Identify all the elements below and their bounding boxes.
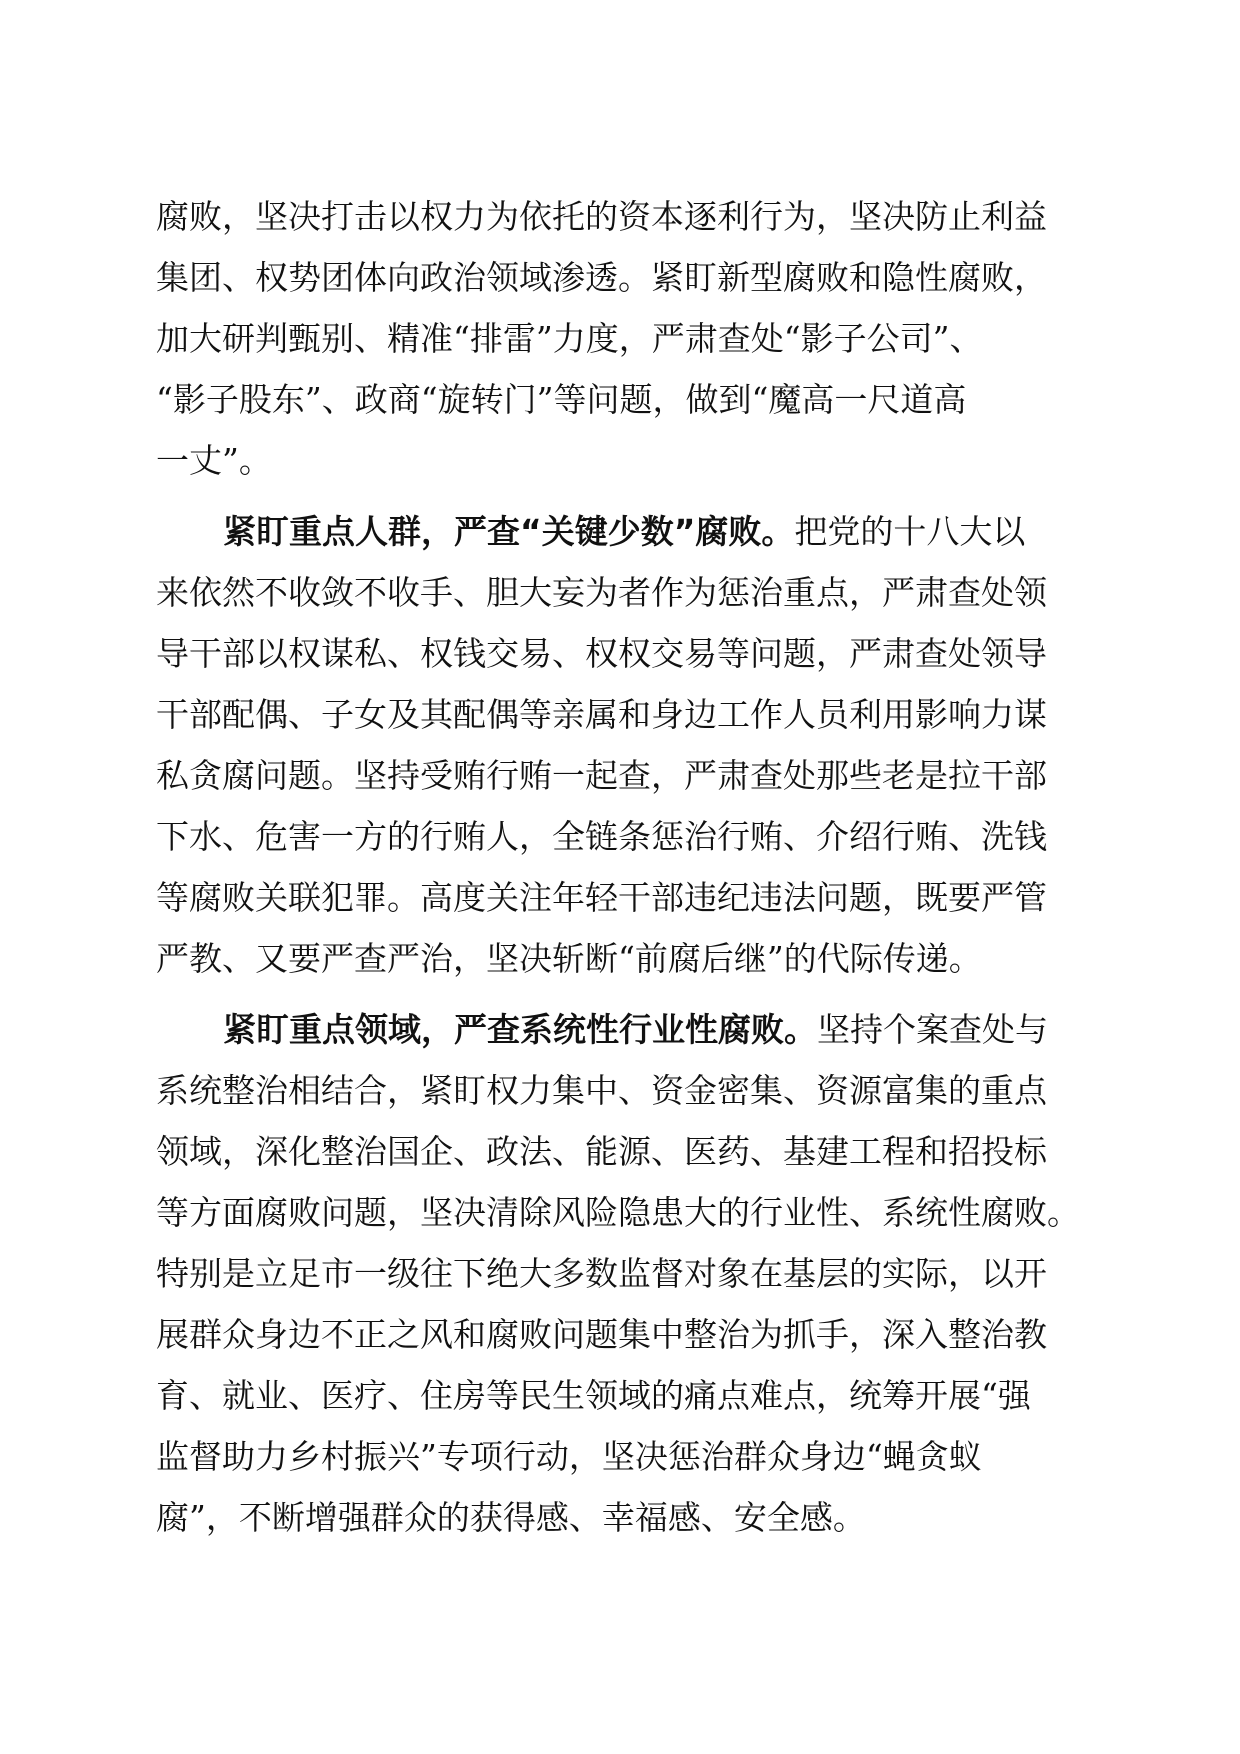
text-line: “影子股东”、政商“旋转门”等问题，做到“魔高一尺道高 <box>156 380 967 419</box>
text-line: 等腐败关联犯罪。高度关注年轻干部违纪违法问题，既要严管 <box>156 878 1047 917</box>
text-run: 把党的十八大以 <box>794 512 1026 551</box>
text-line: 集团、权势团体向政治领域渗透。紧盯新型腐败和隐性腐败， <box>156 258 1047 297</box>
paragraph-1 <box>156 186 1096 491</box>
paragraph-2 <box>156 501 1096 989</box>
text-line <box>156 501 1096 562</box>
text-line: 下水、危害一方的行贿人，全链条惩治行贿、介绍行贿、洗钱 <box>156 817 1047 856</box>
paragraph-heading: 紧盯重点领域，严查系统性行业性腐败。 <box>223 1010 817 1049</box>
text-line: 私贪腐问题。坚持受贿行贿一起查，严肃查处那些老是拉干部 <box>156 756 1047 795</box>
text-line: 腐”，不断增强群众的获得感、幸福感、安全感。 <box>156 1498 866 1537</box>
text-line: 等方面腐败问题，坚决清除风险隐患大的行业性、系统性腐败。 <box>156 1193 1080 1232</box>
text-line: 来依然不收敛不收手、胆大妄为者作为惩治重点，严肃查处领 <box>156 573 1047 612</box>
text-line: 干部配偶、子女及其配偶等亲属和身边工作人员利用影响力谋 <box>156 695 1047 734</box>
text-line: 系统整治相结合，紧盯权力集中、资金密集、资源富集的重点 <box>156 1071 1047 1110</box>
text-line: 导干部以权谋私、权钱交易、权权交易等问题，严肃查处领导 <box>156 634 1047 673</box>
text-line: 严教、又要严查严治，坚决斩断“前腐后继”的代际传递。 <box>156 939 982 978</box>
paragraph-heading: 紧盯重点人群，严查“关键少数”腐败。 <box>223 512 795 551</box>
text-line: 育、就业、医疗、住房等民生领域的痛点难点，统筹开展“强 <box>156 1376 1031 1415</box>
text-line: 领域，深化整治国企、政法、能源、医药、基建工程和招投标 <box>156 1132 1047 1171</box>
text-line: 特别是立足市一级往下绝大多数监督对象在基层的实际，以开 <box>156 1254 1047 1293</box>
text-line <box>156 999 1096 1060</box>
text-line: 监督助力乡村振兴”专项行动，坚决惩治群众身边“蝇贪蚁 <box>156 1437 982 1476</box>
document-body <box>156 186 1096 1548</box>
text-line: 加大研判甄别、精准“排雷”力度，严肃查处“影子公司”、 <box>156 319 983 358</box>
paragraph-3 <box>156 999 1096 1548</box>
text-run: 坚持个案查处与 <box>817 1010 1048 1049</box>
text-line: 一丈”。 <box>156 441 272 480</box>
text-line: 腐败，坚决打击以权力为依托的资本逐利行为，坚决防止利益 <box>156 197 1047 236</box>
text-line: 展群众身边不正之风和腐败问题集中整治为抓手，深入整治教 <box>156 1315 1047 1354</box>
